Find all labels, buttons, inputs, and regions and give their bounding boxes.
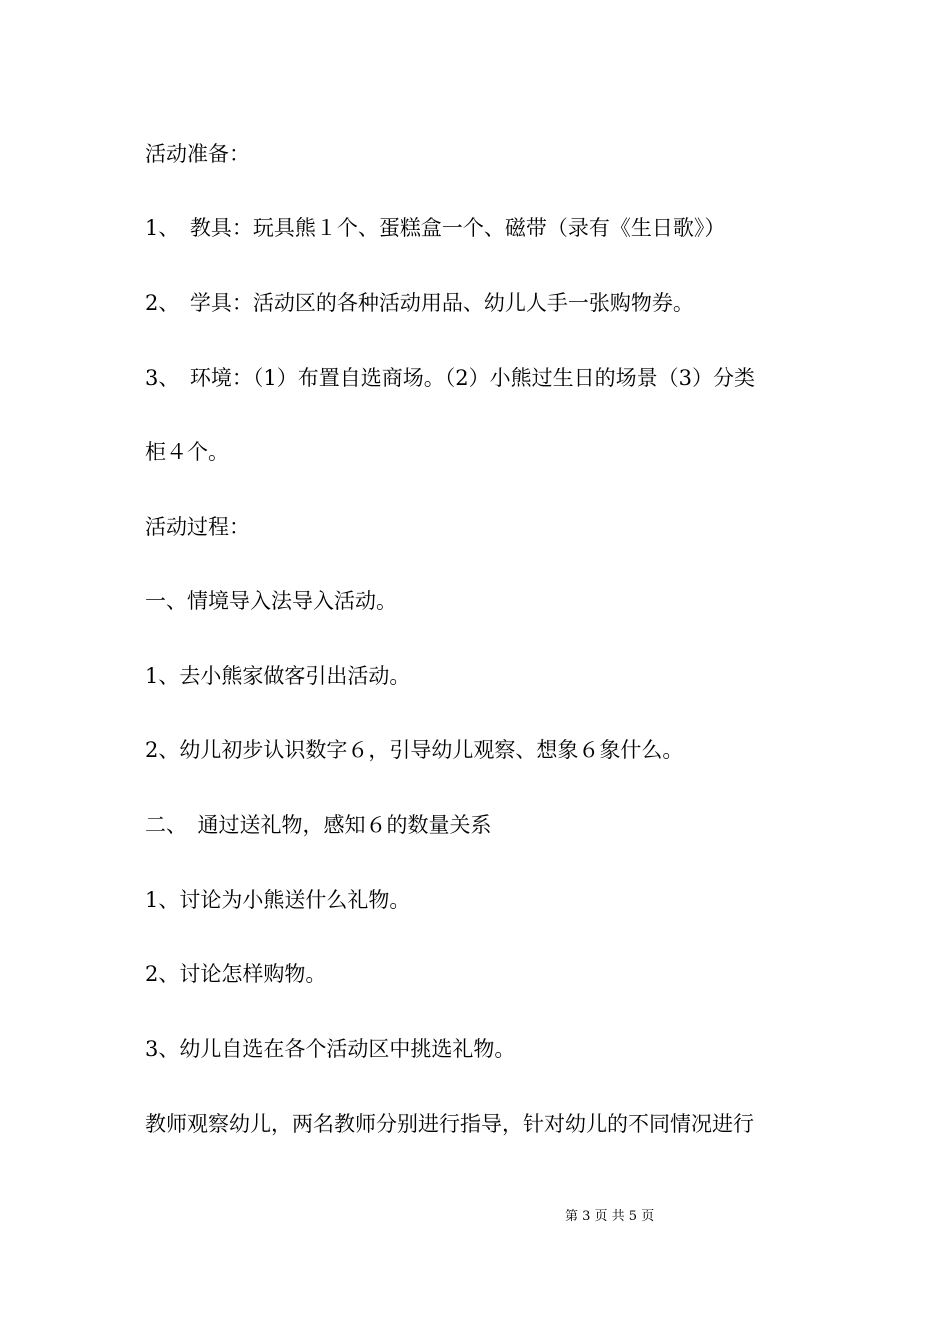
prep-item-student-tools: 2、 学具：活动区的各种活动用品、幼儿人手一张购物券。 <box>145 291 694 315</box>
process-line: 1、讨论为小熊送什么礼物。 <box>145 888 411 912</box>
page-indicator: 第 3 页 共 5 页 <box>565 1209 655 1224</box>
process-line: 二、 通过送礼物，感知６的数量关系 <box>145 813 492 837</box>
heading-process: 活动过程： <box>145 515 250 539</box>
prep-item-environment: 3、 环境：（1）布置自选商场。（2）小熊过生日的场景（3）分类 <box>145 366 755 390</box>
process-line: 3、幼儿自选在各个活动区中挑选礼物。 <box>145 1037 516 1061</box>
process-line: 教师观察幼儿，两名教师分别进行指导，针对幼儿的不同情况进行 <box>145 1112 754 1136</box>
process-line: 1、去小熊家做客引出活动。 <box>145 664 411 688</box>
prep-item-teacher-tools: 1、 教具：玩具熊１个、蛋糕盒一个、磁带（录有《生日歌》） <box>145 216 726 240</box>
process-line: 一、情境导入法导入活动。 <box>145 589 397 613</box>
process-line: 2、幼儿初步认识数字６，引导幼儿观察、想象６象什么。 <box>145 738 684 762</box>
prep-item-environment-cont: 柜４个。 <box>145 440 229 464</box>
process-line: 2、讨论怎样购物。 <box>145 962 327 986</box>
heading-preparation: 活动准备： <box>145 142 250 166</box>
